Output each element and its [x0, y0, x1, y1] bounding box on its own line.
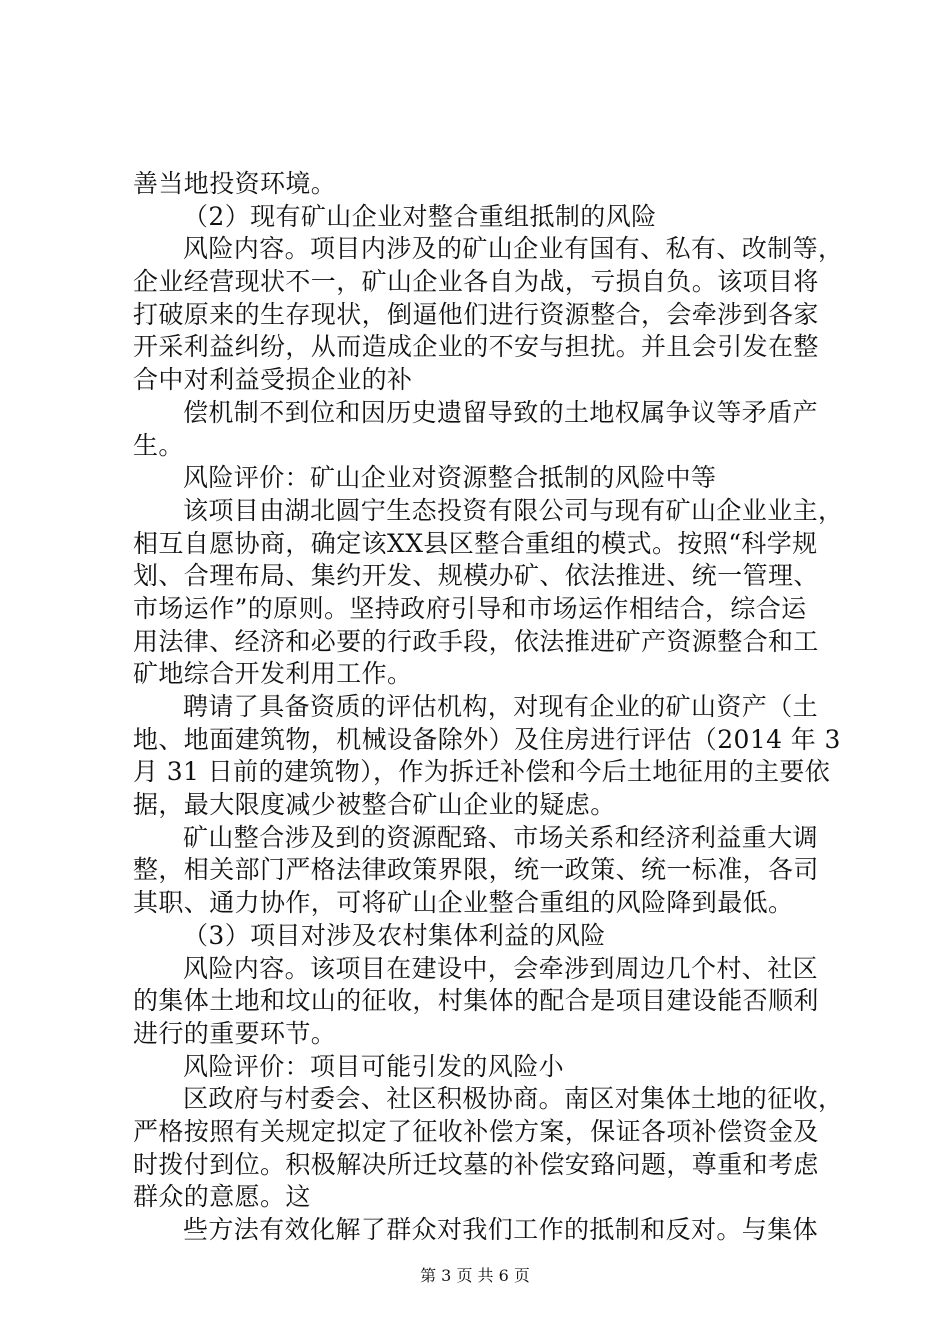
text-line: （2）现有矿山企业对整合重组抵制的风险: [183, 201, 657, 231]
text-line: 严格按照有关规定拟定了征收补偿方案，保证各项补偿资金及: [133, 1116, 819, 1146]
page-footer: 第 3 页 共 6 页: [420, 1266, 530, 1285]
text-line: 开采利益纠纷，从而造成企业的不安与担扰。并且会引发在整: [133, 332, 819, 362]
text-line: 风险内容。该项目在建设中，会牵涉到周边几个村、社区: [183, 953, 819, 983]
text-line: 的集体土地和坟山的征收，村集体的配合是项目建设能否顺利: [133, 986, 819, 1016]
text-line: 据，最大限度减少被整合矿山企业的疑虑。: [133, 790, 616, 820]
text-line: 进行的重要环节。: [133, 1018, 337, 1048]
text-line: 划、合理布局、集约开发、规模办矿、依法推进、统一管理、: [133, 561, 819, 591]
text-line: （3）项目对涉及农村集体利益的风险: [183, 920, 606, 950]
text-line: 市场运作”的原则。坚持政府引导和市场运作相结合，综合运: [133, 593, 807, 623]
text-line: 时拨付到位。积极解决所迁坟墓的补偿安臵问题，尊重和考虑: [133, 1149, 819, 1179]
text-line: 该项目由湖北圆宁生态投资有限公司与现有矿山企业业主，: [183, 495, 844, 525]
text-line: 合中对利益受损企业的补: [133, 365, 413, 395]
text-line: 生。: [133, 430, 184, 460]
text-line: 其职、通力协作，可将矿山企业整合重组的风险降到最低。: [133, 888, 794, 918]
text-line: 相互自愿协商，确定该XX县区整合重组的模式。按照“科学规: [133, 528, 818, 558]
text-line: 偿机制不到位和因历史遗留导致的土地权属争议等矛盾产: [183, 397, 819, 427]
text-line: 地、地面建筑物，机械设备除外）及住房进行评估（2014 年 3: [133, 724, 841, 754]
text-line: 打破原来的生存现状，倒逼他们进行资源整合，会牵涉到各家: [133, 299, 819, 329]
text-line: 风险内容。项目内涉及的矿山企业有国有、私有、改制等，: [183, 234, 844, 264]
document-body: [133, 168, 844, 1247]
text-line: 企业经营现状不一，矿山企业各自为战，亏损自负。该项目将: [133, 267, 819, 297]
text-line: 善当地投资环境。: [133, 169, 337, 198]
text-line: 些方法有效化解了群众对我们工作的抵制和反对。与集体: [183, 1215, 819, 1244]
text-line: 风险评价：矿山企业对资源整合抵制的风险中等: [183, 463, 717, 493]
text-line: 整，相关部门严格法律政策界限，统一政策、统一标准，各司: [133, 855, 819, 885]
text-line: 区政府与村委会、社区积极协商。南区对集体土地的征收，: [183, 1084, 844, 1114]
text-line: 风险评价：项目可能引发的风险小: [183, 1051, 565, 1081]
text-line: 月 31 日前的建筑物），作为拆迁补偿和今后土地征用的主要依: [133, 757, 831, 787]
text-line: 矿地综合开发利用工作。: [133, 659, 413, 689]
text-line: 矿山整合涉及到的资源配臵、市场关系和经济利益重大调: [183, 822, 819, 852]
text-line: 群众的意愿。这: [133, 1182, 311, 1212]
text-line: 聘请了具备资质的评估机构，对现有企业的矿山资产（土: [183, 692, 819, 721]
text-line: 用法律、经济和必要的行政手段，依法推进矿产资源整合和工: [133, 626, 819, 656]
